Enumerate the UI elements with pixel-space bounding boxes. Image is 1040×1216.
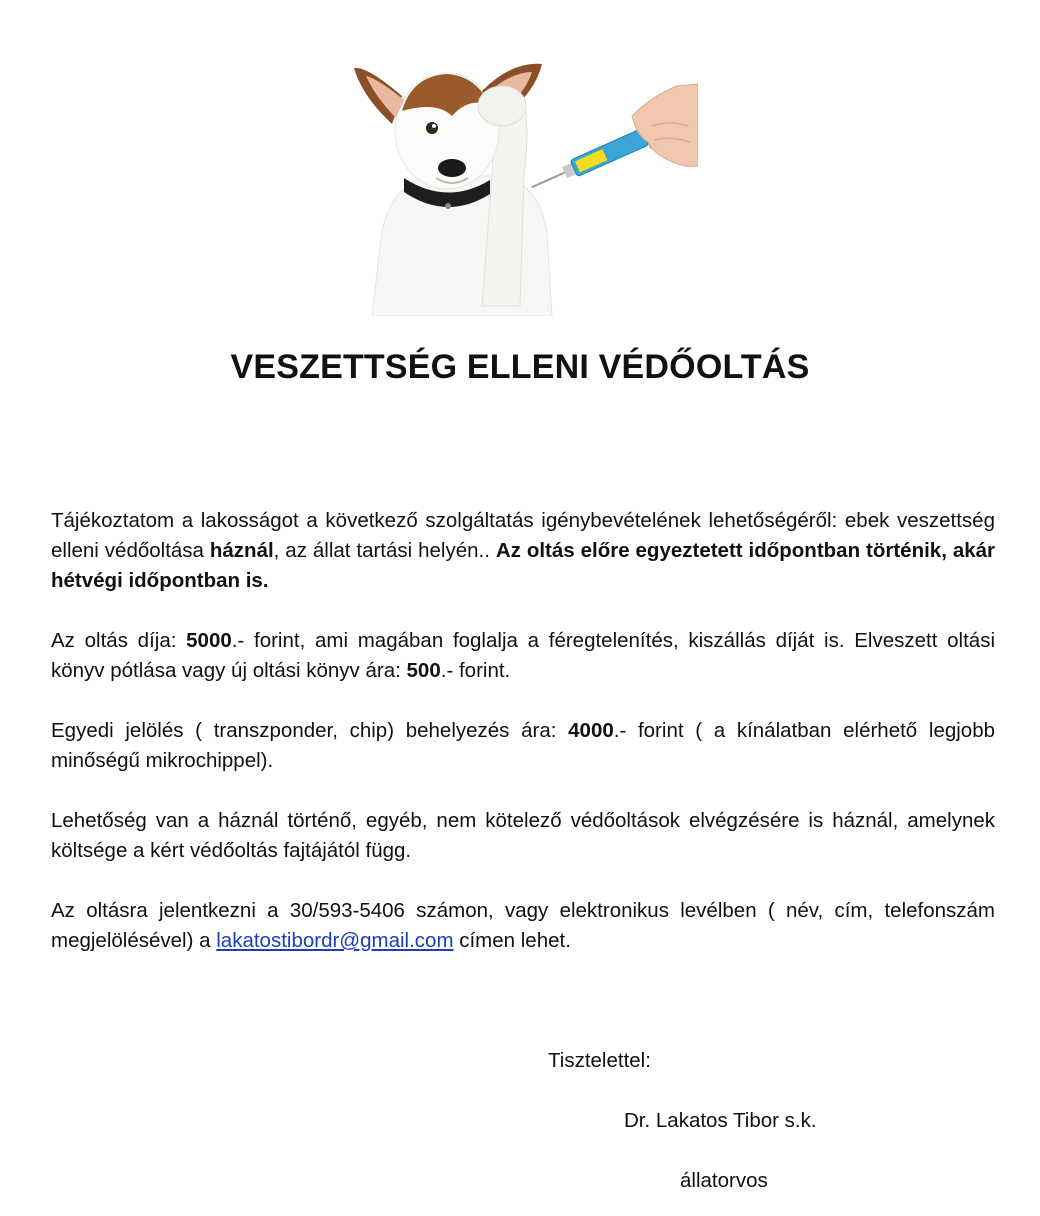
dog-vaccination-illustration [352, 56, 698, 316]
document-body [51, 506, 995, 986]
bold-vaccination-price: 5000 [186, 629, 232, 652]
paragraph-microchip [51, 716, 995, 776]
text-segment: .- forint. [440, 659, 511, 682]
closing-greeting: Tisztelettel: [548, 1049, 651, 1072]
text-segment: .- forint ( a kínálatban elérhető legjobb minőségű mikrochippel). [51, 719, 996, 772]
dog-paw-over-eye [478, 86, 526, 126]
text-segment: .- forint, ami magában foglalja a féregtelenítés, kiszállás díját is. Elveszett oltási könyv pótlása vagy új oltási könyv ára: [51, 629, 996, 682]
paragraph-other-vaccines [51, 806, 995, 866]
paragraph-contact [51, 896, 995, 956]
dog-eye [426, 122, 438, 134]
hand-icon [632, 84, 698, 166]
bold-appointment-note: Az oltás előre egyeztetett időpontban történik, akár hétvégi időpontban is. [51, 539, 995, 592]
text-segment: Az oltás díja: [51, 629, 187, 652]
paragraph-fees [51, 626, 995, 686]
bold-chip-price: 4000 [568, 719, 614, 742]
paragraph-intro [51, 506, 995, 596]
signature-name: Dr. Lakatos Tibor s.k. [624, 1109, 817, 1132]
bold-booklet-price: 500 [406, 659, 441, 682]
text-segment: Tájékoztatom a lakosságot a következő szolgáltatás igénybevételének lehetőségéről: ebek veszettség elleni védőoltása [51, 509, 995, 562]
text-segment: , az állat tartási helyén.. [273, 539, 496, 562]
document-title: VESZETTSÉG ELLENI VÉDŐOLTÁS [230, 348, 810, 386]
bold-home-visit: háznál [209, 539, 274, 562]
text-segment: Az oltásra jelentkezni a 30/593-5406 számon, vagy elektronikus levélben ( név, cím, telefonszám megjelölésével) a [51, 899, 995, 952]
text-segment: címen lehet. [453, 929, 571, 952]
dog-nose [438, 159, 466, 177]
text-segment: Egyedi jelölés ( transzponder, chip) behelyezés ára: [51, 719, 569, 742]
text-segment: Lehetőség van a háznál történő, egyéb, nem kötelező védőoltások elvégzésére is háznál, amelynek költsége a kért védőoltás fajtájától függ. [51, 809, 995, 862]
email-link[interactable]: lakatostibordr@gmail.com [216, 929, 454, 952]
signature-role: állatorvos [680, 1169, 768, 1192]
